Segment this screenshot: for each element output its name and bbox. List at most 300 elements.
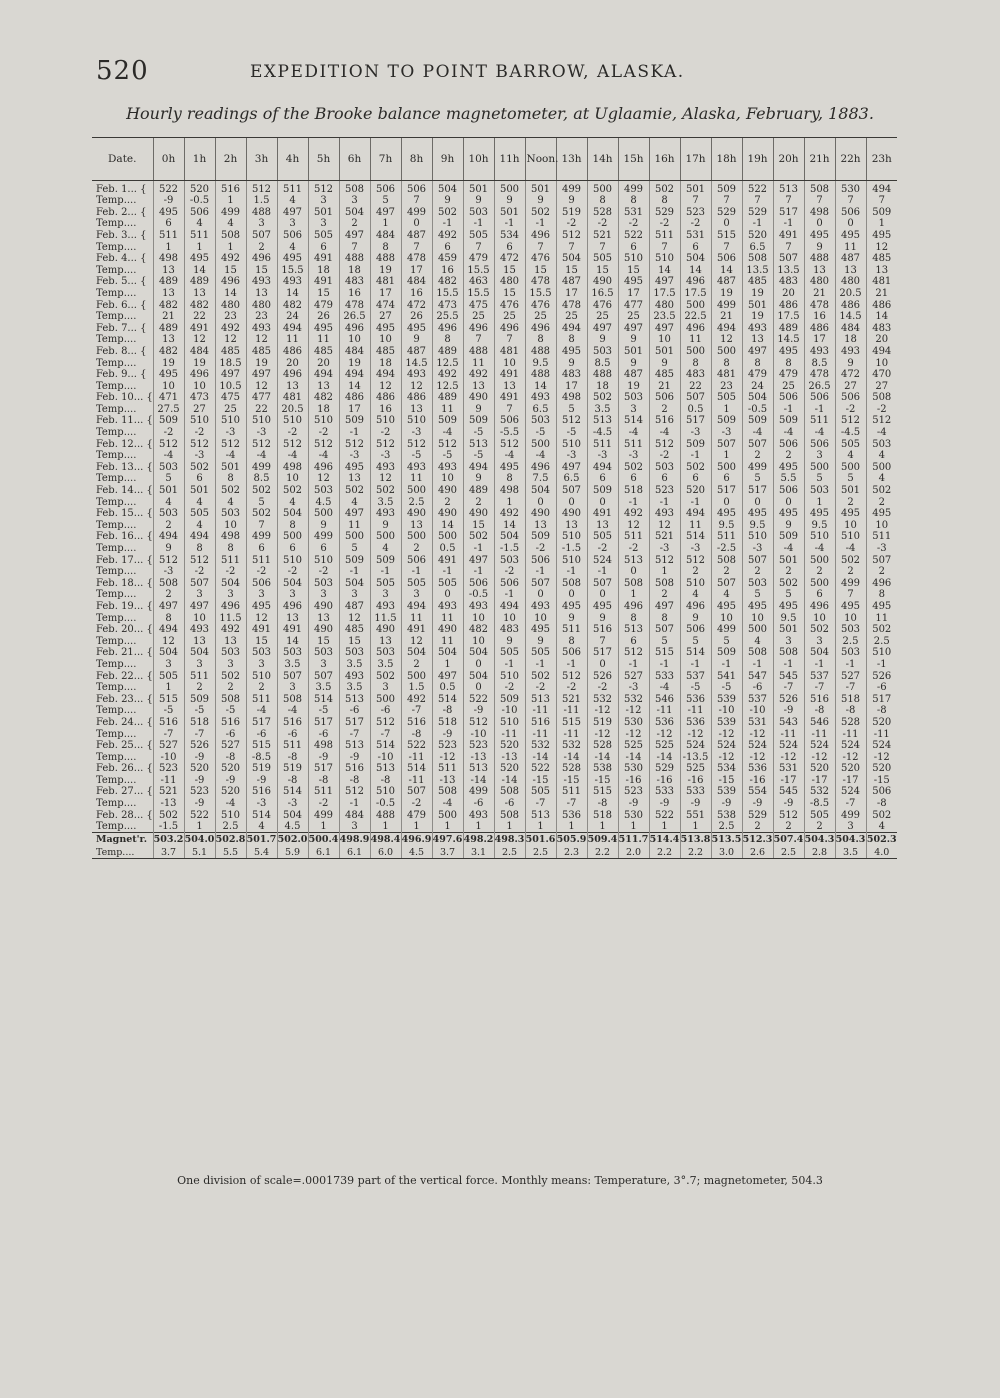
- table-cell: 0: [618, 566, 649, 577]
- table-cell: 495: [246, 600, 277, 612]
- table-cell: -5: [401, 450, 432, 461]
- table-cell: 486: [773, 299, 804, 311]
- table-cell: 15.5: [463, 265, 494, 276]
- table-cell: 524: [587, 554, 618, 566]
- table-cell: -11: [525, 729, 556, 740]
- table-cell: 495: [556, 600, 587, 612]
- table-cell: 4: [866, 450, 897, 461]
- table-cell: 472: [835, 369, 866, 381]
- table-cell: 536: [680, 693, 711, 705]
- table-cell: 15: [618, 265, 649, 276]
- table-cell: 489: [432, 345, 463, 357]
- table-cell: 495: [711, 600, 742, 612]
- table-cell: 528: [587, 740, 618, 752]
- table-cell: 517: [866, 693, 897, 705]
- table-cell: 511: [215, 554, 246, 566]
- table-cell: 495: [866, 229, 897, 241]
- magnetometer-row: [92, 484, 897, 496]
- table-cell: 10: [835, 613, 866, 624]
- table-cell: 5: [370, 195, 401, 206]
- table-cell: 502: [525, 670, 556, 682]
- table-cell: 0: [711, 218, 742, 229]
- table-cell: 480: [246, 299, 277, 311]
- table-cell: 495: [866, 600, 897, 612]
- table-cell: 0: [556, 497, 587, 508]
- table-cell: 10: [711, 613, 742, 624]
- table-cell: 508: [432, 786, 463, 798]
- table-cell: 520: [184, 181, 215, 196]
- table-cell: 5.5: [773, 473, 804, 484]
- table-cell: 511: [556, 624, 587, 636]
- table-cell: 1: [680, 821, 711, 833]
- row-label: Feb. 21... {: [96, 647, 153, 659]
- table-cell: -5: [525, 427, 556, 438]
- table-cell: 505: [494, 647, 525, 659]
- table-cell: 501: [835, 484, 866, 496]
- table-cell: 9: [804, 242, 835, 253]
- table-cell: 9.5: [711, 520, 742, 531]
- table-cell: 8: [618, 195, 649, 206]
- table-cell: -5: [680, 682, 711, 693]
- table-cell: 503: [649, 461, 680, 473]
- table-cell: -4: [773, 543, 804, 554]
- table-cell: -5: [463, 427, 494, 438]
- table-cell: 517: [246, 716, 277, 728]
- table-cell: 504: [184, 647, 215, 659]
- table-cell: 7: [742, 195, 773, 206]
- table-cell: 515: [587, 786, 618, 798]
- table-cell: 7: [804, 195, 835, 206]
- table-cell: 14: [494, 520, 525, 531]
- table-cell: 13: [246, 288, 277, 299]
- table-cell: -17: [804, 775, 835, 786]
- table-cell: 516: [246, 786, 277, 798]
- magnetometer-row: [92, 322, 897, 334]
- table-cell: 505: [184, 508, 215, 520]
- table-cell: 504: [401, 647, 432, 659]
- table-cell: 19: [246, 358, 277, 369]
- row-label: Temp....: [96, 427, 137, 439]
- table-cell: 1: [494, 821, 525, 833]
- table-cell: 513: [525, 693, 556, 705]
- table-cell: -4: [308, 450, 339, 461]
- table-cell: -1: [587, 566, 618, 577]
- table-cell: 12.5: [432, 358, 463, 369]
- table-cell: 510: [370, 415, 401, 427]
- table-cell: 494: [680, 508, 711, 520]
- column-header-hour: 20h: [773, 138, 804, 181]
- table-cell: 486: [835, 299, 866, 311]
- table-cell: -6: [494, 798, 525, 809]
- table-cell: 498.2: [463, 834, 494, 846]
- table-cell: 10: [494, 613, 525, 624]
- table-cell: 516: [277, 716, 308, 728]
- table-cell: 9: [556, 358, 587, 369]
- table-cell: 527: [153, 740, 184, 752]
- temperature-row: [92, 705, 897, 716]
- table-cell: 16.5: [587, 288, 618, 299]
- table-cell: -4: [215, 798, 246, 809]
- table-cell: 495: [308, 322, 339, 334]
- table-cell: 14.5: [401, 358, 432, 369]
- row-label: Temp....: [96, 380, 137, 392]
- table-cell: -4: [246, 450, 277, 461]
- table-cell: 485: [742, 276, 773, 288]
- table-cell: 538: [587, 763, 618, 775]
- table-cell: 536: [649, 716, 680, 728]
- table-cell: -6: [308, 729, 339, 740]
- table-cell: 510: [680, 577, 711, 589]
- table-cell: 496: [618, 600, 649, 612]
- table-cell: 11: [432, 613, 463, 624]
- table-cell: 5.9: [277, 846, 308, 859]
- table-cell: 504: [494, 531, 525, 543]
- table-cell: -5.5: [494, 427, 525, 438]
- table-cell: 485: [308, 345, 339, 357]
- temperature-row: [92, 381, 897, 392]
- table-cell: 7: [401, 242, 432, 253]
- table-cell: 6: [804, 589, 835, 600]
- table-cell: 1: [618, 821, 649, 833]
- table-cell: 503: [835, 647, 866, 659]
- table-cell: 513.8: [680, 834, 711, 846]
- table-cell: 506: [246, 577, 277, 589]
- table-cell: 472: [401, 299, 432, 311]
- table-cell: 3: [618, 404, 649, 415]
- table-cell: 509: [339, 554, 370, 566]
- table-cell: 20: [866, 334, 897, 345]
- table-cell: 496: [525, 461, 556, 473]
- table-cell: 514: [277, 786, 308, 798]
- table-cell: 25: [525, 311, 556, 322]
- table-cell: 503: [370, 647, 401, 659]
- table-cell: 513: [618, 554, 649, 566]
- row-label: Temp....: [96, 311, 137, 323]
- table-cell: -1: [866, 659, 897, 670]
- table-cell: -9: [680, 798, 711, 809]
- table-cell: 25: [494, 311, 525, 322]
- table-cell: 510: [494, 716, 525, 728]
- table-cell: 10: [463, 613, 494, 624]
- table-cell: 494: [153, 531, 184, 543]
- table-cell: -2: [587, 682, 618, 693]
- table-cell: 512: [277, 438, 308, 450]
- table-cell: 495: [773, 345, 804, 357]
- table-cell: 509: [432, 415, 463, 427]
- table-cell: -3: [153, 566, 184, 577]
- table-cell: 501: [649, 345, 680, 357]
- table-cell: -8: [835, 705, 866, 716]
- row-label: Temp....: [96, 543, 137, 554]
- table-cell: 9: [463, 195, 494, 206]
- table-cell: 488: [246, 206, 277, 218]
- table-cell: 1: [463, 821, 494, 833]
- table-cell: 523: [618, 786, 649, 798]
- table-cell: 19: [742, 288, 773, 299]
- table-cell: 492: [215, 322, 246, 334]
- table-cell: 25: [618, 311, 649, 322]
- table-cell: 15.5: [432, 288, 463, 299]
- row-label: Temp....: [96, 357, 137, 369]
- table-cell: 501: [463, 181, 494, 196]
- table-cell: 504: [556, 253, 587, 265]
- table-cell: 10: [184, 381, 215, 392]
- table-cell: -1.5: [153, 821, 184, 833]
- table-cell: 532: [618, 693, 649, 705]
- table-cell: 12: [246, 613, 277, 624]
- table-cell: 14: [432, 520, 463, 531]
- table-cell: -9: [184, 775, 215, 786]
- table-cell: 512: [463, 716, 494, 728]
- table-cell: -10: [711, 705, 742, 716]
- table-cell: 511: [184, 670, 215, 682]
- table-cell: -2: [866, 404, 897, 415]
- table-cell: 13: [339, 473, 370, 484]
- table-cell: 10: [184, 613, 215, 624]
- table-cell: -9: [153, 195, 184, 206]
- table-cell: 503: [463, 206, 494, 218]
- table-cell: 536: [680, 716, 711, 728]
- table-cell: 491: [277, 624, 308, 636]
- table-cell: 13: [556, 520, 587, 531]
- table-cell: 12: [339, 613, 370, 624]
- table-cell: 478: [525, 276, 556, 288]
- table-cell: 515: [246, 740, 277, 752]
- table-cell: 512: [339, 786, 370, 798]
- table-cell: 7: [866, 195, 897, 206]
- row-label: Feb. 19... {: [96, 600, 153, 612]
- table-cell: -3: [246, 798, 277, 809]
- table-cell: 490: [463, 508, 494, 520]
- table-cell: -2: [308, 566, 339, 577]
- table-cell: 21: [866, 288, 897, 299]
- table-cell: 13: [401, 404, 432, 415]
- table-cell: 6.1: [339, 846, 370, 859]
- table-cell: -11: [494, 729, 525, 740]
- column-header-hour: 2h: [215, 138, 246, 181]
- table-cell: 2: [401, 659, 432, 670]
- temperature-row: [92, 566, 897, 577]
- table-cell: 522: [649, 809, 680, 821]
- table-cell: 8: [556, 334, 587, 345]
- table-cell: 493: [463, 809, 494, 821]
- table-cell: 2: [680, 566, 711, 577]
- table-cell: 459: [432, 253, 463, 265]
- table-cell: 17.5: [649, 288, 680, 299]
- table-cell: 511: [308, 786, 339, 798]
- table-cell: -11: [153, 775, 184, 786]
- table-cell: 6: [246, 543, 277, 554]
- table-cell: -12: [587, 705, 618, 716]
- table-cell: 514: [618, 415, 649, 427]
- table-cell: -17: [835, 775, 866, 786]
- magnetometer-table-wrap: [92, 137, 897, 859]
- table-cell: 6: [153, 218, 184, 229]
- table-cell: 484: [339, 345, 370, 357]
- table-cell: 6: [494, 242, 525, 253]
- table-cell: 524: [711, 740, 742, 752]
- table-cell: 3: [401, 589, 432, 600]
- temperature-row: [92, 334, 897, 345]
- table-cell: 8: [432, 334, 463, 345]
- magnetometer-row: [92, 554, 897, 566]
- table-cell: -7: [184, 729, 215, 740]
- table-cell: 484: [370, 229, 401, 241]
- table-cell: -13: [153, 798, 184, 809]
- table-cell: 6: [277, 543, 308, 554]
- table-cell: 3: [370, 682, 401, 693]
- table-cell: 482: [277, 299, 308, 311]
- table-cell: 509: [773, 531, 804, 543]
- table-cell: 475: [463, 299, 494, 311]
- table-cell: 10: [277, 473, 308, 484]
- table-cell: 497: [339, 508, 370, 520]
- table-cell: 502: [866, 484, 897, 496]
- table-cell: 9.5: [804, 520, 835, 531]
- table-cell: -13: [463, 752, 494, 763]
- table-cell: -12: [835, 752, 866, 763]
- table-cell: 502: [587, 392, 618, 404]
- table-cell: -0.5: [463, 589, 494, 600]
- row-label: Temp....: [96, 728, 137, 740]
- table-cell: -3: [742, 543, 773, 554]
- row-label: Feb. 25... {: [96, 740, 153, 752]
- table-cell: 18: [339, 265, 370, 276]
- temperature-row: [92, 636, 897, 647]
- table-cell: 502: [525, 206, 556, 218]
- table-cell: 19: [711, 288, 742, 299]
- table-cell: 473: [432, 299, 463, 311]
- table-cell: 509.4: [587, 834, 618, 846]
- table-cell: -5: [556, 427, 587, 438]
- table-cell: -15: [711, 775, 742, 786]
- table-cell: 2.2: [587, 846, 618, 859]
- table-cell: 485: [370, 345, 401, 357]
- column-header-hour: 14h: [587, 138, 618, 181]
- table-cell: 17.5: [680, 288, 711, 299]
- table-cell: 508: [804, 181, 835, 196]
- table-cell: 506: [866, 786, 897, 798]
- table-cell: 512: [556, 229, 587, 241]
- table-cell: 503: [153, 508, 184, 520]
- table-cell: 480: [215, 299, 246, 311]
- table-cell: 17: [339, 404, 370, 415]
- table-cell: 492: [215, 253, 246, 265]
- row-label: Feb. 8... {: [96, 345, 147, 357]
- table-cell: 3: [308, 218, 339, 229]
- table-cell: 0: [525, 589, 556, 600]
- column-header-hour: 23h: [866, 138, 897, 181]
- table-cell: 22: [184, 311, 215, 322]
- table-cell: 4: [184, 497, 215, 508]
- table-cell: 529: [649, 763, 680, 775]
- table-cell: 497: [742, 345, 773, 357]
- table-cell: -1: [773, 404, 804, 415]
- table-cell: 10: [742, 613, 773, 624]
- table-cell: 501: [525, 181, 556, 196]
- table-cell: 502: [432, 206, 463, 218]
- table-cell: -4: [804, 427, 835, 438]
- table-cell: 499: [835, 577, 866, 589]
- table-cell: 507: [246, 229, 277, 241]
- table-cell: 2: [339, 218, 370, 229]
- table-cell: -15: [587, 775, 618, 786]
- table-cell: -9: [215, 775, 246, 786]
- table-cell: 3: [339, 589, 370, 600]
- table-cell: -0.5: [184, 195, 215, 206]
- table-cell: 8: [525, 334, 556, 345]
- table-cell: 506: [835, 206, 866, 218]
- table-cell: 539: [711, 716, 742, 728]
- magnetometer-row: [92, 577, 897, 589]
- table-cell: 493: [246, 322, 277, 334]
- table-cell: 506: [401, 181, 432, 196]
- table-cell: 509: [711, 647, 742, 659]
- column-header-date: Date.: [92, 138, 153, 181]
- table-cell: 493: [401, 369, 432, 381]
- table-cell: 499: [742, 461, 773, 473]
- table-cell: 15: [246, 265, 277, 276]
- table-cell: 488: [339, 253, 370, 265]
- table-cell: 510: [370, 786, 401, 798]
- table-cell: 512: [494, 438, 525, 450]
- table-cell: 20: [277, 358, 308, 369]
- row-label: Feb. 13... {: [96, 461, 153, 473]
- table-cell: 13: [153, 334, 184, 345]
- table-cell: -2: [215, 566, 246, 577]
- table-cell: -2: [308, 798, 339, 809]
- table-cell: 509: [153, 415, 184, 427]
- table-cell: -5: [711, 682, 742, 693]
- table-cell: 27: [370, 311, 401, 322]
- table-cell: 493: [804, 345, 835, 357]
- table-cell: 12: [246, 334, 277, 345]
- table-cell: 3: [277, 589, 308, 600]
- table-cell: 8: [649, 195, 680, 206]
- table-cell: 541: [711, 670, 742, 682]
- table-cell: 6: [184, 473, 215, 484]
- table-cell: 512: [401, 438, 432, 450]
- table-cell: 9.5: [525, 358, 556, 369]
- table-cell: 508: [742, 647, 773, 659]
- table-cell: 515: [711, 229, 742, 241]
- temperature-row: [92, 288, 897, 299]
- table-cell: 509: [773, 415, 804, 427]
- table-cell: 471: [153, 392, 184, 404]
- table-cell: 496: [525, 229, 556, 241]
- table-cell: 506: [370, 181, 401, 196]
- table-cell: 4: [215, 497, 246, 508]
- table-cell: 480: [835, 276, 866, 288]
- table-cell: 523: [153, 763, 184, 775]
- table-cell: 15: [339, 636, 370, 647]
- table-cell: 3: [153, 659, 184, 670]
- table-cell: 497: [432, 670, 463, 682]
- table-cell: 20.5: [277, 404, 308, 415]
- table-cell: 509: [339, 415, 370, 427]
- table-cell: 9: [153, 543, 184, 554]
- table-cell: 509: [370, 554, 401, 566]
- table-cell: 509: [866, 206, 897, 218]
- row-label: Temp....: [96, 821, 137, 833]
- row-label: Temp....: [96, 195, 137, 207]
- table-cell: -12: [742, 752, 773, 763]
- table-cell: 1: [556, 821, 587, 833]
- table-cell: 479: [401, 809, 432, 821]
- temperature-row: [92, 427, 897, 438]
- table-cell: 1: [711, 450, 742, 461]
- table-cell: 517: [680, 415, 711, 427]
